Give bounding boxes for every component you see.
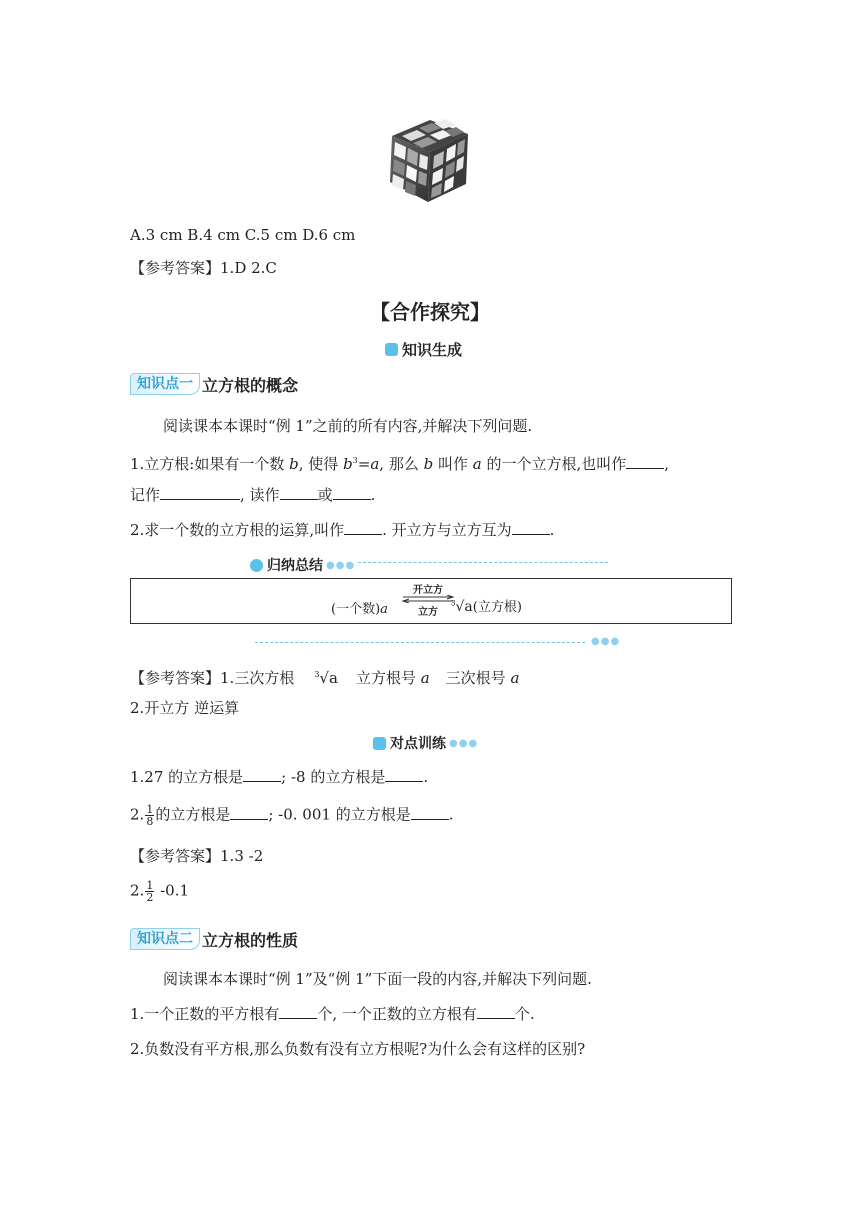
answer-blank[interactable] xyxy=(477,1004,515,1019)
summary-left: (一个数)a xyxy=(331,602,388,617)
answer-blank[interactable] xyxy=(230,805,268,820)
summary-heading xyxy=(250,555,355,575)
cube-root-expr: $^3$√a(立方根) xyxy=(451,599,522,615)
answer-blank[interactable] xyxy=(279,1004,317,1019)
answer-blank[interactable] xyxy=(160,485,240,500)
summary-label: 归纳总结 xyxy=(267,558,323,574)
answer-blank[interactable] xyxy=(243,767,281,782)
decor-dots-icon: ●●● xyxy=(449,737,479,749)
question-1-line-1: 1.立方根:如果有一个数 b, 使得 $b^3=a$, 那么 b 叫作 a 的一个立方根,也叫作 , xyxy=(130,455,670,473)
answer-label: 【参考答案】 xyxy=(130,259,221,277)
answer-1 xyxy=(130,258,277,278)
practice-label: 对点训练 xyxy=(390,736,446,752)
section-title: 【合作探究】 xyxy=(370,300,490,324)
answer-text: 1.D 2.C xyxy=(220,259,277,277)
answer-blank[interactable] xyxy=(512,520,550,535)
question-1-line-2: 记作 , 读作 或 . xyxy=(130,486,376,504)
answer-blank[interactable] xyxy=(411,805,449,820)
double-arrow-icon xyxy=(401,595,455,603)
pencil-icon xyxy=(250,559,263,572)
rubiks-cube-image xyxy=(384,114,474,206)
answer-3-line-1: 【参考答案】1.3 -2 xyxy=(130,847,264,865)
intro-2: 阅读课本本课时“例 1”及“例 1”下面一段的内容,并解决下列问题. xyxy=(163,970,592,988)
practice-heading xyxy=(373,733,478,753)
answer-2-line-2: 2.开立方 逆运算 xyxy=(130,699,240,717)
question-4: 2.负数没有平方根,那么负数有没有立方根呢?为什么会有这样的区别? xyxy=(130,1040,586,1058)
answer-3-line-2: 2. $\frac{1}{2}$ -0.1 xyxy=(130,879,190,904)
answer-blank[interactable] xyxy=(385,767,423,782)
edit-icon xyxy=(373,737,386,750)
arrow-top-label: 开立方 xyxy=(413,585,443,596)
decor-dots-icon: ●●● xyxy=(326,559,356,571)
question-2: 2.求一个数的立方根的运算,叫作 . 开立方与立方互为 . xyxy=(130,521,555,539)
answer-blank[interactable] xyxy=(333,485,371,500)
knowledge-gen-label: 知识生成 xyxy=(402,341,463,359)
practice-1: 1.27 的立方根是 ; -8 的立方根是 . xyxy=(130,768,429,786)
answer-2-line-1: 【参考答案】1.三次方根 $^3$√a 立方根号 a 三次根号 a xyxy=(130,669,520,687)
choices-line: A.3 cm B.4 cm C.5 cm D.6 cm xyxy=(130,226,356,244)
decor-dots-icon: ●●● xyxy=(591,636,621,647)
kp2-title: 立方根的性质 xyxy=(202,930,299,950)
fraction: $\frac{1}{2}$ xyxy=(146,879,154,904)
kp1-badge: 知识点一 xyxy=(130,373,200,395)
arrow-bottom-label: 立方 xyxy=(418,607,438,618)
answer-blank[interactable] xyxy=(280,485,318,500)
knowledge-gen-heading xyxy=(385,339,462,360)
fraction: $\frac{1}{8}$ xyxy=(146,803,154,828)
intro-1: 阅读课本本课时“例 1”之前的所有内容,并解决下列问题. xyxy=(163,417,533,435)
practice-2: 2. $\frac{1}{8}$ 的立方根是 ; -0. 001 的立方根是 . xyxy=(130,803,454,828)
kp2-heading xyxy=(130,928,298,950)
kp2-badge: 知识点二 xyxy=(130,928,200,950)
kp1-heading xyxy=(130,373,298,395)
summary-box xyxy=(130,578,732,624)
divider xyxy=(255,642,585,643)
answer-blank[interactable] xyxy=(344,520,382,535)
divider xyxy=(358,562,608,563)
book-icon xyxy=(385,343,398,356)
answer-blank[interactable] xyxy=(626,454,664,469)
question-3: 1.一个正数的平方根有 个, 一个正数的立方根有 个. xyxy=(130,1005,535,1023)
kp1-title: 立方根的概念 xyxy=(202,375,299,395)
